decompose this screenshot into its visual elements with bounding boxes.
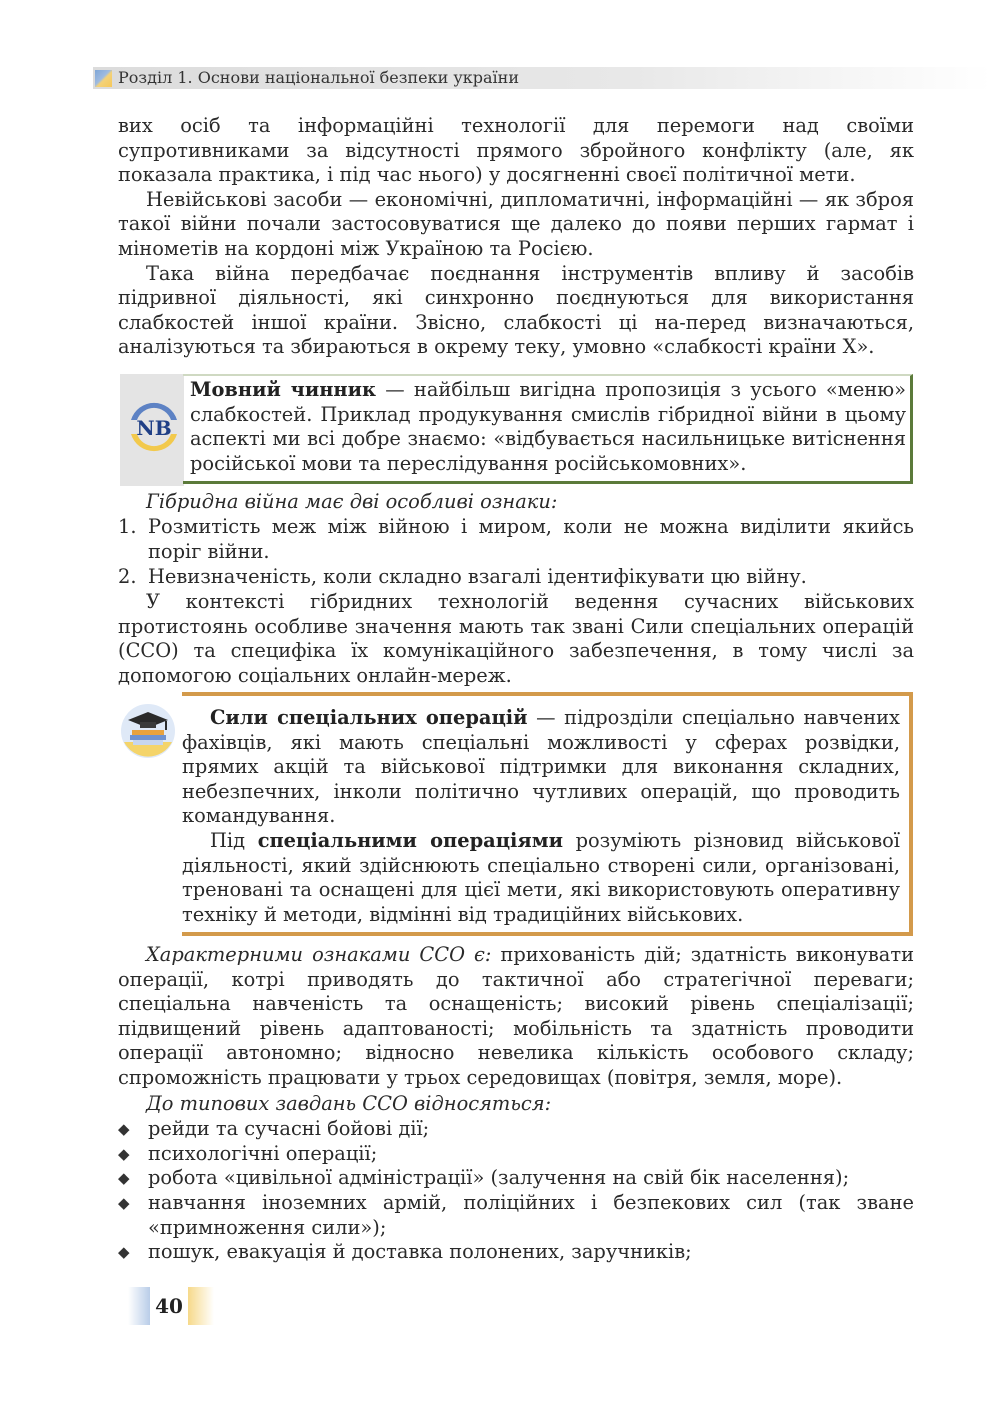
- paragraph: Така війна передбачає поєднання інструментів впливу й засобів підривної діяльності, які синхронно поєднуються для використання слабкостей іншої країни. Звісно, слабкості ці на-перед визначаються, аналізуються та збираються в окрему теку, умовно «слабкості країни Х».: [118, 261, 914, 359]
- tasks-heading: До типових завдань ССО відносяться:: [146, 1092, 552, 1115]
- svg-text:NB: NB: [136, 416, 172, 440]
- graduation-books-icon: [118, 700, 178, 762]
- features-heading: Гібридна війна має дві особливі ознаки:: [146, 490, 558, 513]
- list-item: ◆ рейди та сучасні бойові дії;: [118, 1117, 430, 1140]
- page-number: 40: [155, 1294, 183, 1318]
- list-item: ◆ пошук, евакуація й доставка полонених, заручників;: [118, 1240, 692, 1263]
- sso-content: Сили спеціальних операцій — підрозділи спеціально навчених фахівців, які мають спеціальні можливості у сферах розвідки, прямих акцій та військової підтримки для виконання складних, небезпечних, інколи політично чутливих операцій, що проводить командування. Під спеціальними операціями розуміють різновид військової діяльності, який здійснюють спеціально створені сили, організовані, треновані та оснащені для цієї мети, які використовують оперативну техніку й методи, відмінні від традиційних військових.: [182, 706, 900, 926]
- bullet-icon: ◆: [118, 1194, 130, 1212]
- bullet-icon: ◆: [118, 1120, 130, 1138]
- header-corner-icon: [95, 70, 112, 87]
- bullet-icon: ◆: [118, 1169, 130, 1187]
- list-item: ◆ робота «цивільної адміністрації» (залучення на свій бік населення);: [118, 1166, 850, 1189]
- list-item: ◆ навчання іноземних армій, поліційних і безпекових сил (так зване «примноження сили»);: [118, 1191, 914, 1239]
- list-number: 1.: [118, 515, 137, 538]
- running-header: Розділ 1. Основи національної безпеки україни: [118, 68, 519, 87]
- page-number-decor-left: [128, 1287, 150, 1325]
- characteristics-section: Характерними ознаками ССО є: прихованість дій; здатність виконувати операції, котрі приводять до тактичної або стратегічної переваги; спеціальна навченість та оснащеність; високий рівень спеціалізації; підвищений рівень адаптованості; мобільність та здатність проводити операції автономно; відносно невелика кількість особового складу; спроможність працювати у трьох середовищах (повітря, земля, море).: [118, 943, 914, 1089]
- nb-icon: [125, 394, 183, 456]
- paragraph: У контексті гібридних технологій ведення сучасних військових протистоянь особливе значення мають так звані Сили спеціальних операцій (ССО) та специфіка їх комунікаційного забезпечення, в тому числі за допомогою соціальних онлайн-мереж.: [118, 590, 914, 687]
- page-number-decor-right: [188, 1287, 214, 1325]
- sso-term-2: спеціальними операціями: [257, 828, 563, 852]
- bullet-icon: ◆: [118, 1145, 130, 1163]
- list-text: Невизначеність, коли складно взагалі ідентифікувати цю війну.: [148, 565, 807, 588]
- paragraph: Невійськові засоби — економічні, дипломатичні, інформаційні — як зброя такої війни почали застосовуватися ще далеко до появи перших гармат і мінометів на кордоні між Україною та Росією.: [118, 187, 914, 260]
- paragraph: вих осіб та інформаційні технології для перемоги над своїми супротивниками за відсутності прямого збройного конфлікту (але, як показала практика, і під час нього) у досягненні своєї політичної мети.: [118, 114, 914, 187]
- characteristics-lead: Характерними ознаками ССО є:: [146, 943, 492, 966]
- bullet-icon: ◆: [118, 1243, 130, 1261]
- intro-section: [118, 114, 914, 360]
- nb-content: [190, 378, 906, 476]
- list-number: 2.: [118, 565, 137, 588]
- list-item: ◆ психологічні операції;: [118, 1142, 378, 1165]
- list-item: [118, 515, 914, 564]
- nb-term: Мовний чинник: [190, 378, 377, 401]
- nb-text: — найбільш вигідна пропозиція з усього «меню» слабкостей. Приклад продукування смислів гібридної війни в цьому аспекті ми всі добре знаємо: «відбувається насильницьке витіснення російської мови та переслідування російськомовних».: [190, 378, 906, 475]
- list-text: Розмитість меж між війною і миром, коли не можна виділити якийсь поріг війни.: [148, 515, 914, 563]
- list-item: [118, 565, 914, 590]
- context-section: [118, 590, 914, 688]
- sso-term: Сили спеціальних операцій: [210, 706, 528, 729]
